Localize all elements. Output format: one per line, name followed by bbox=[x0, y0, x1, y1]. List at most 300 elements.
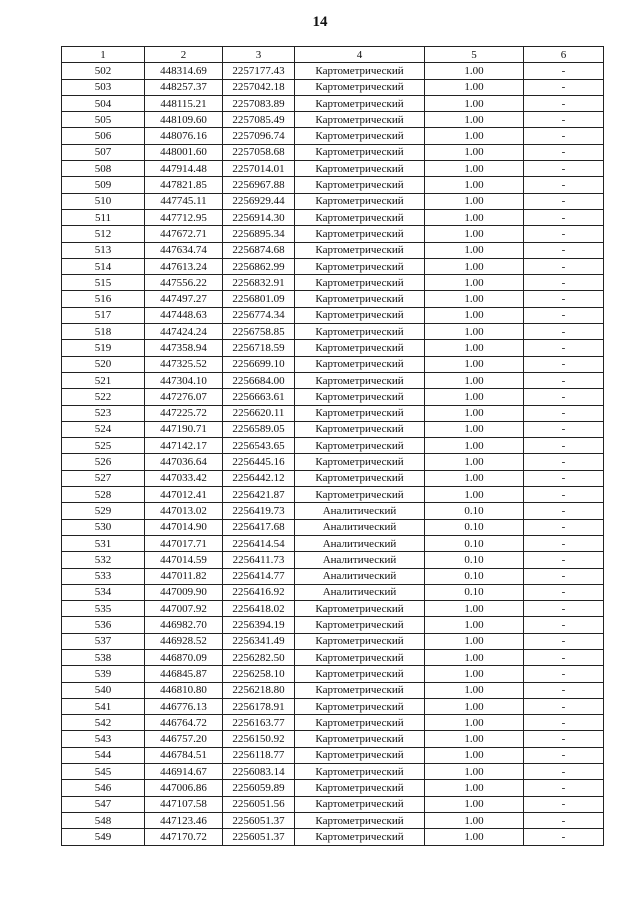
accuracy-cell: 1.00 bbox=[425, 487, 524, 503]
accuracy-cell: 1.00 bbox=[425, 79, 524, 95]
note-cell: - bbox=[524, 356, 604, 372]
method-cell: Картометрический bbox=[295, 177, 425, 193]
note-cell: - bbox=[524, 698, 604, 714]
method-cell: Картометрический bbox=[295, 731, 425, 747]
point-number-cell: 528 bbox=[62, 487, 145, 503]
accuracy-cell: 1.00 bbox=[425, 128, 524, 144]
column-header: 6 bbox=[524, 47, 604, 63]
point-number-cell: 518 bbox=[62, 324, 145, 340]
accuracy-cell: 1.00 bbox=[425, 438, 524, 454]
y-coordinate-cell: 2256442.12 bbox=[223, 470, 295, 486]
point-number-cell: 539 bbox=[62, 666, 145, 682]
accuracy-cell: 0.10 bbox=[425, 535, 524, 551]
x-coordinate-cell: 447006.86 bbox=[145, 780, 223, 796]
x-coordinate-cell: 447358.94 bbox=[145, 340, 223, 356]
table-row bbox=[62, 470, 604, 486]
x-coordinate-cell: 447123.46 bbox=[145, 812, 223, 828]
note-cell: - bbox=[524, 177, 604, 193]
note-cell: - bbox=[524, 79, 604, 95]
accuracy-cell: 1.00 bbox=[425, 796, 524, 812]
table-row bbox=[62, 112, 604, 128]
table-row bbox=[62, 324, 604, 340]
point-number-cell: 511 bbox=[62, 209, 145, 225]
table-row bbox=[62, 144, 604, 160]
point-number-cell: 509 bbox=[62, 177, 145, 193]
accuracy-cell: 1.00 bbox=[425, 715, 524, 731]
method-cell: Картометрический bbox=[295, 454, 425, 470]
point-number-cell: 506 bbox=[62, 128, 145, 144]
method-cell: Картометрический bbox=[295, 193, 425, 209]
method-cell: Картометрический bbox=[295, 144, 425, 160]
x-coordinate-cell: 446810.80 bbox=[145, 682, 223, 698]
accuracy-cell: 1.00 bbox=[425, 209, 524, 225]
accuracy-cell: 1.00 bbox=[425, 226, 524, 242]
column-header: 1 bbox=[62, 47, 145, 63]
y-coordinate-cell: 2256543.65 bbox=[223, 438, 295, 454]
method-cell: Картометрический bbox=[295, 487, 425, 503]
y-coordinate-cell: 2257096.74 bbox=[223, 128, 295, 144]
point-number-cell: 540 bbox=[62, 682, 145, 698]
y-coordinate-cell: 2256774.34 bbox=[223, 307, 295, 323]
point-number-cell: 503 bbox=[62, 79, 145, 95]
y-coordinate-cell: 2256832.91 bbox=[223, 275, 295, 291]
note-cell: - bbox=[524, 112, 604, 128]
y-coordinate-cell: 2256282.50 bbox=[223, 649, 295, 665]
x-coordinate-cell: 447014.90 bbox=[145, 519, 223, 535]
note-cell: - bbox=[524, 193, 604, 209]
y-coordinate-cell: 2256862.99 bbox=[223, 258, 295, 274]
column-header: 3 bbox=[223, 47, 295, 63]
method-cell: Картометрический bbox=[295, 226, 425, 242]
y-coordinate-cell: 2256163.77 bbox=[223, 715, 295, 731]
x-coordinate-cell: 447497.27 bbox=[145, 291, 223, 307]
point-number-cell: 524 bbox=[62, 421, 145, 437]
accuracy-cell: 1.00 bbox=[425, 666, 524, 682]
y-coordinate-cell: 2256419.73 bbox=[223, 503, 295, 519]
x-coordinate-cell: 447634.74 bbox=[145, 242, 223, 258]
x-coordinate-cell: 447745.11 bbox=[145, 193, 223, 209]
accuracy-cell: 1.00 bbox=[425, 829, 524, 845]
accuracy-cell: 1.00 bbox=[425, 470, 524, 486]
note-cell: - bbox=[524, 764, 604, 780]
x-coordinate-cell: 448109.60 bbox=[145, 112, 223, 128]
point-number-cell: 531 bbox=[62, 535, 145, 551]
method-cell: Картометрический bbox=[295, 764, 425, 780]
method-cell: Картометрический bbox=[295, 291, 425, 307]
table-row bbox=[62, 715, 604, 731]
accuracy-cell: 1.00 bbox=[425, 601, 524, 617]
x-coordinate-cell: 448001.60 bbox=[145, 144, 223, 160]
y-coordinate-cell: 2256083.14 bbox=[223, 764, 295, 780]
method-cell: Картометрический bbox=[295, 242, 425, 258]
table-row bbox=[62, 209, 604, 225]
column-header: 2 bbox=[145, 47, 223, 63]
point-number-cell: 519 bbox=[62, 340, 145, 356]
x-coordinate-cell: 448115.21 bbox=[145, 95, 223, 111]
table-row bbox=[62, 617, 604, 633]
table-row bbox=[62, 242, 604, 258]
accuracy-cell: 0.10 bbox=[425, 568, 524, 584]
accuracy-cell: 1.00 bbox=[425, 764, 524, 780]
x-coordinate-cell: 447142.17 bbox=[145, 438, 223, 454]
table-row bbox=[62, 356, 604, 372]
x-coordinate-cell: 447014.59 bbox=[145, 552, 223, 568]
accuracy-cell: 1.00 bbox=[425, 144, 524, 160]
method-cell: Аналитический bbox=[295, 519, 425, 535]
method-cell: Картометрический bbox=[295, 698, 425, 714]
method-cell: Картометрический bbox=[295, 666, 425, 682]
point-number-cell: 537 bbox=[62, 633, 145, 649]
table-row bbox=[62, 698, 604, 714]
page-number: 14 bbox=[312, 14, 328, 30]
x-coordinate-cell: 446784.51 bbox=[145, 747, 223, 763]
table-row bbox=[62, 780, 604, 796]
note-cell: - bbox=[524, 568, 604, 584]
method-cell: Аналитический bbox=[295, 503, 425, 519]
y-coordinate-cell: 2256051.37 bbox=[223, 829, 295, 845]
method-cell: Картометрический bbox=[295, 356, 425, 372]
y-coordinate-cell: 2256341.49 bbox=[223, 633, 295, 649]
point-number-cell: 508 bbox=[62, 161, 145, 177]
table-row bbox=[62, 95, 604, 111]
y-coordinate-cell: 2256895.34 bbox=[223, 226, 295, 242]
accuracy-cell: 0.10 bbox=[425, 519, 524, 535]
method-cell: Картометрический bbox=[295, 617, 425, 633]
method-cell: Картометрический bbox=[295, 796, 425, 812]
table-row bbox=[62, 307, 604, 323]
coordinates-table bbox=[61, 46, 604, 846]
point-number-cell: 536 bbox=[62, 617, 145, 633]
point-number-cell: 516 bbox=[62, 291, 145, 307]
point-number-cell: 542 bbox=[62, 715, 145, 731]
x-coordinate-cell: 447325.52 bbox=[145, 356, 223, 372]
table-row bbox=[62, 161, 604, 177]
method-cell: Картометрический bbox=[295, 601, 425, 617]
method-cell: Картометрический bbox=[295, 747, 425, 763]
note-cell: - bbox=[524, 829, 604, 845]
y-coordinate-cell: 2257085.49 bbox=[223, 112, 295, 128]
method-cell: Картометрический bbox=[295, 209, 425, 225]
method-cell: Картометрический bbox=[295, 128, 425, 144]
note-cell: - bbox=[524, 747, 604, 763]
note-cell: - bbox=[524, 258, 604, 274]
method-cell: Картометрический bbox=[295, 95, 425, 111]
table-row bbox=[62, 487, 604, 503]
table-row bbox=[62, 552, 604, 568]
point-number-cell: 533 bbox=[62, 568, 145, 584]
x-coordinate-cell: 447556.22 bbox=[145, 275, 223, 291]
method-cell: Картометрический bbox=[295, 405, 425, 421]
y-coordinate-cell: 2257083.89 bbox=[223, 95, 295, 111]
point-number-cell: 548 bbox=[62, 812, 145, 828]
method-cell: Картометрический bbox=[295, 682, 425, 698]
point-number-cell: 549 bbox=[62, 829, 145, 845]
x-coordinate-cell: 448314.69 bbox=[145, 63, 223, 79]
method-cell: Аналитический bbox=[295, 552, 425, 568]
table-row bbox=[62, 503, 604, 519]
table-row bbox=[62, 633, 604, 649]
note-cell: - bbox=[524, 128, 604, 144]
y-coordinate-cell: 2256758.85 bbox=[223, 324, 295, 340]
point-number-cell: 526 bbox=[62, 454, 145, 470]
x-coordinate-cell: 447821.85 bbox=[145, 177, 223, 193]
note-cell: - bbox=[524, 731, 604, 747]
y-coordinate-cell: 2256929.44 bbox=[223, 193, 295, 209]
point-number-cell: 515 bbox=[62, 275, 145, 291]
x-coordinate-cell: 446928.52 bbox=[145, 633, 223, 649]
accuracy-cell: 1.00 bbox=[425, 161, 524, 177]
x-coordinate-cell: 447107.58 bbox=[145, 796, 223, 812]
point-number-cell: 546 bbox=[62, 780, 145, 796]
y-coordinate-cell: 2256699.10 bbox=[223, 356, 295, 372]
point-number-cell: 545 bbox=[62, 764, 145, 780]
note-cell: - bbox=[524, 535, 604, 551]
accuracy-cell: 0.10 bbox=[425, 503, 524, 519]
table-row bbox=[62, 584, 604, 600]
y-coordinate-cell: 2257014.01 bbox=[223, 161, 295, 177]
point-number-cell: 507 bbox=[62, 144, 145, 160]
method-cell: Картометрический bbox=[295, 324, 425, 340]
note-cell: - bbox=[524, 372, 604, 388]
point-number-cell: 522 bbox=[62, 389, 145, 405]
note-cell: - bbox=[524, 324, 604, 340]
point-number-cell: 510 bbox=[62, 193, 145, 209]
method-cell: Картометрический bbox=[295, 79, 425, 95]
note-cell: - bbox=[524, 454, 604, 470]
table-row bbox=[62, 666, 604, 682]
method-cell: Картометрический bbox=[295, 340, 425, 356]
y-coordinate-cell: 2256418.02 bbox=[223, 601, 295, 617]
accuracy-cell: 1.00 bbox=[425, 177, 524, 193]
accuracy-cell: 1.00 bbox=[425, 324, 524, 340]
table-row bbox=[62, 535, 604, 551]
accuracy-cell: 1.00 bbox=[425, 95, 524, 111]
y-coordinate-cell: 2256967.88 bbox=[223, 177, 295, 193]
y-coordinate-cell: 2256394.19 bbox=[223, 617, 295, 633]
x-coordinate-cell: 447304.10 bbox=[145, 372, 223, 388]
table-row bbox=[62, 258, 604, 274]
table-row bbox=[62, 275, 604, 291]
table-row bbox=[62, 601, 604, 617]
x-coordinate-cell: 447036.64 bbox=[145, 454, 223, 470]
y-coordinate-cell: 2256051.37 bbox=[223, 812, 295, 828]
y-coordinate-cell: 2256620.11 bbox=[223, 405, 295, 421]
accuracy-cell: 1.00 bbox=[425, 356, 524, 372]
point-number-cell: 523 bbox=[62, 405, 145, 421]
note-cell: - bbox=[524, 601, 604, 617]
x-coordinate-cell: 447613.24 bbox=[145, 258, 223, 274]
method-cell: Аналитический bbox=[295, 584, 425, 600]
note-cell: - bbox=[524, 438, 604, 454]
note-cell: - bbox=[524, 470, 604, 486]
x-coordinate-cell: 447190.71 bbox=[145, 421, 223, 437]
table-row bbox=[62, 128, 604, 144]
accuracy-cell: 1.00 bbox=[425, 649, 524, 665]
accuracy-cell: 1.00 bbox=[425, 291, 524, 307]
x-coordinate-cell: 447013.02 bbox=[145, 503, 223, 519]
y-coordinate-cell: 2256416.92 bbox=[223, 584, 295, 600]
method-cell: Картометрический bbox=[295, 438, 425, 454]
note-cell: - bbox=[524, 649, 604, 665]
x-coordinate-cell: 447712.95 bbox=[145, 209, 223, 225]
x-coordinate-cell: 447170.72 bbox=[145, 829, 223, 845]
point-number-cell: 521 bbox=[62, 372, 145, 388]
note-cell: - bbox=[524, 389, 604, 405]
table-row bbox=[62, 340, 604, 356]
table-row bbox=[62, 421, 604, 437]
y-coordinate-cell: 2256258.10 bbox=[223, 666, 295, 682]
table-row bbox=[62, 226, 604, 242]
x-coordinate-cell: 447448.63 bbox=[145, 307, 223, 323]
note-cell: - bbox=[524, 584, 604, 600]
method-cell: Картометрический bbox=[295, 470, 425, 486]
x-coordinate-cell: 447424.24 bbox=[145, 324, 223, 340]
note-cell: - bbox=[524, 161, 604, 177]
method-cell: Картометрический bbox=[295, 275, 425, 291]
x-coordinate-cell: 446764.72 bbox=[145, 715, 223, 731]
point-number-cell: 520 bbox=[62, 356, 145, 372]
accuracy-cell: 1.00 bbox=[425, 454, 524, 470]
x-coordinate-cell: 447012.41 bbox=[145, 487, 223, 503]
y-coordinate-cell: 2256118.77 bbox=[223, 747, 295, 763]
method-cell: Картометрический bbox=[295, 649, 425, 665]
accuracy-cell: 1.00 bbox=[425, 780, 524, 796]
point-number-cell: 517 bbox=[62, 307, 145, 323]
point-number-cell: 530 bbox=[62, 519, 145, 535]
point-number-cell: 527 bbox=[62, 470, 145, 486]
note-cell: - bbox=[524, 666, 604, 682]
note-cell: - bbox=[524, 144, 604, 160]
y-coordinate-cell: 2256445.16 bbox=[223, 454, 295, 470]
table-row bbox=[62, 568, 604, 584]
x-coordinate-cell: 446870.09 bbox=[145, 649, 223, 665]
y-coordinate-cell: 2256411.73 bbox=[223, 552, 295, 568]
accuracy-cell: 1.00 bbox=[425, 258, 524, 274]
note-cell: - bbox=[524, 682, 604, 698]
method-cell: Картометрический bbox=[295, 421, 425, 437]
x-coordinate-cell: 447276.07 bbox=[145, 389, 223, 405]
accuracy-cell: 1.00 bbox=[425, 63, 524, 79]
table-row bbox=[62, 291, 604, 307]
point-number-cell: 529 bbox=[62, 503, 145, 519]
accuracy-cell: 1.00 bbox=[425, 617, 524, 633]
x-coordinate-cell: 448076.16 bbox=[145, 128, 223, 144]
y-coordinate-cell: 2256589.05 bbox=[223, 421, 295, 437]
accuracy-cell: 0.10 bbox=[425, 584, 524, 600]
point-number-cell: 505 bbox=[62, 112, 145, 128]
note-cell: - bbox=[524, 209, 604, 225]
note-cell: - bbox=[524, 95, 604, 111]
accuracy-cell: 1.00 bbox=[425, 405, 524, 421]
table-row bbox=[62, 731, 604, 747]
table-row bbox=[62, 372, 604, 388]
y-coordinate-cell: 2256150.92 bbox=[223, 731, 295, 747]
table-row bbox=[62, 812, 604, 828]
note-cell: - bbox=[524, 617, 604, 633]
note-cell: - bbox=[524, 340, 604, 356]
note-cell: - bbox=[524, 275, 604, 291]
accuracy-cell: 1.00 bbox=[425, 340, 524, 356]
table-row bbox=[62, 829, 604, 845]
table-row bbox=[62, 682, 604, 698]
x-coordinate-cell: 447033.42 bbox=[145, 470, 223, 486]
accuracy-cell: 1.00 bbox=[425, 307, 524, 323]
accuracy-cell: 1.00 bbox=[425, 731, 524, 747]
table-row bbox=[62, 177, 604, 193]
point-number-cell: 547 bbox=[62, 796, 145, 812]
x-coordinate-cell: 447011.82 bbox=[145, 568, 223, 584]
y-coordinate-cell: 2256718.59 bbox=[223, 340, 295, 356]
accuracy-cell: 1.00 bbox=[425, 812, 524, 828]
method-cell: Картометрический bbox=[295, 812, 425, 828]
x-coordinate-cell: 447672.71 bbox=[145, 226, 223, 242]
accuracy-cell: 1.00 bbox=[425, 421, 524, 437]
x-coordinate-cell: 446914.67 bbox=[145, 764, 223, 780]
accuracy-cell: 1.00 bbox=[425, 682, 524, 698]
column-header: 4 bbox=[295, 47, 425, 63]
accuracy-cell: 1.00 bbox=[425, 275, 524, 291]
method-cell: Картометрический bbox=[295, 633, 425, 649]
table-row bbox=[62, 796, 604, 812]
note-cell: - bbox=[524, 421, 604, 437]
header-row bbox=[62, 47, 604, 63]
x-coordinate-cell: 446982.70 bbox=[145, 617, 223, 633]
accuracy-cell: 1.00 bbox=[425, 389, 524, 405]
point-number-cell: 525 bbox=[62, 438, 145, 454]
y-coordinate-cell: 2257042.18 bbox=[223, 79, 295, 95]
y-coordinate-cell: 2256059.89 bbox=[223, 780, 295, 796]
table-row bbox=[62, 519, 604, 535]
x-coordinate-cell: 448257.37 bbox=[145, 79, 223, 95]
note-cell: - bbox=[524, 503, 604, 519]
y-coordinate-cell: 2257177.43 bbox=[223, 63, 295, 79]
point-number-cell: 543 bbox=[62, 731, 145, 747]
x-coordinate-cell: 447017.71 bbox=[145, 535, 223, 551]
point-number-cell: 535 bbox=[62, 601, 145, 617]
point-number-cell: 538 bbox=[62, 649, 145, 665]
method-cell: Картометрический bbox=[295, 161, 425, 177]
table-row bbox=[62, 747, 604, 763]
note-cell: - bbox=[524, 715, 604, 731]
method-cell: Аналитический bbox=[295, 535, 425, 551]
table-row bbox=[62, 63, 604, 79]
point-number-cell: 512 bbox=[62, 226, 145, 242]
y-coordinate-cell: 2256801.09 bbox=[223, 291, 295, 307]
point-number-cell: 513 bbox=[62, 242, 145, 258]
x-coordinate-cell: 447009.90 bbox=[145, 584, 223, 600]
method-cell: Картометрический bbox=[295, 112, 425, 128]
point-number-cell: 532 bbox=[62, 552, 145, 568]
point-number-cell: 502 bbox=[62, 63, 145, 79]
method-cell: Картометрический bbox=[295, 715, 425, 731]
y-coordinate-cell: 2256051.56 bbox=[223, 796, 295, 812]
y-coordinate-cell: 2256421.87 bbox=[223, 487, 295, 503]
method-cell: Картометрический bbox=[295, 307, 425, 323]
method-cell: Картометрический bbox=[295, 389, 425, 405]
point-number-cell: 514 bbox=[62, 258, 145, 274]
note-cell: - bbox=[524, 552, 604, 568]
point-number-cell: 544 bbox=[62, 747, 145, 763]
y-coordinate-cell: 2256414.54 bbox=[223, 535, 295, 551]
note-cell: - bbox=[524, 796, 604, 812]
x-coordinate-cell: 446776.13 bbox=[145, 698, 223, 714]
table-row bbox=[62, 764, 604, 780]
note-cell: - bbox=[524, 242, 604, 258]
note-cell: - bbox=[524, 487, 604, 503]
y-coordinate-cell: 2256417.68 bbox=[223, 519, 295, 535]
accuracy-cell: 1.00 bbox=[425, 112, 524, 128]
table-row bbox=[62, 193, 604, 209]
